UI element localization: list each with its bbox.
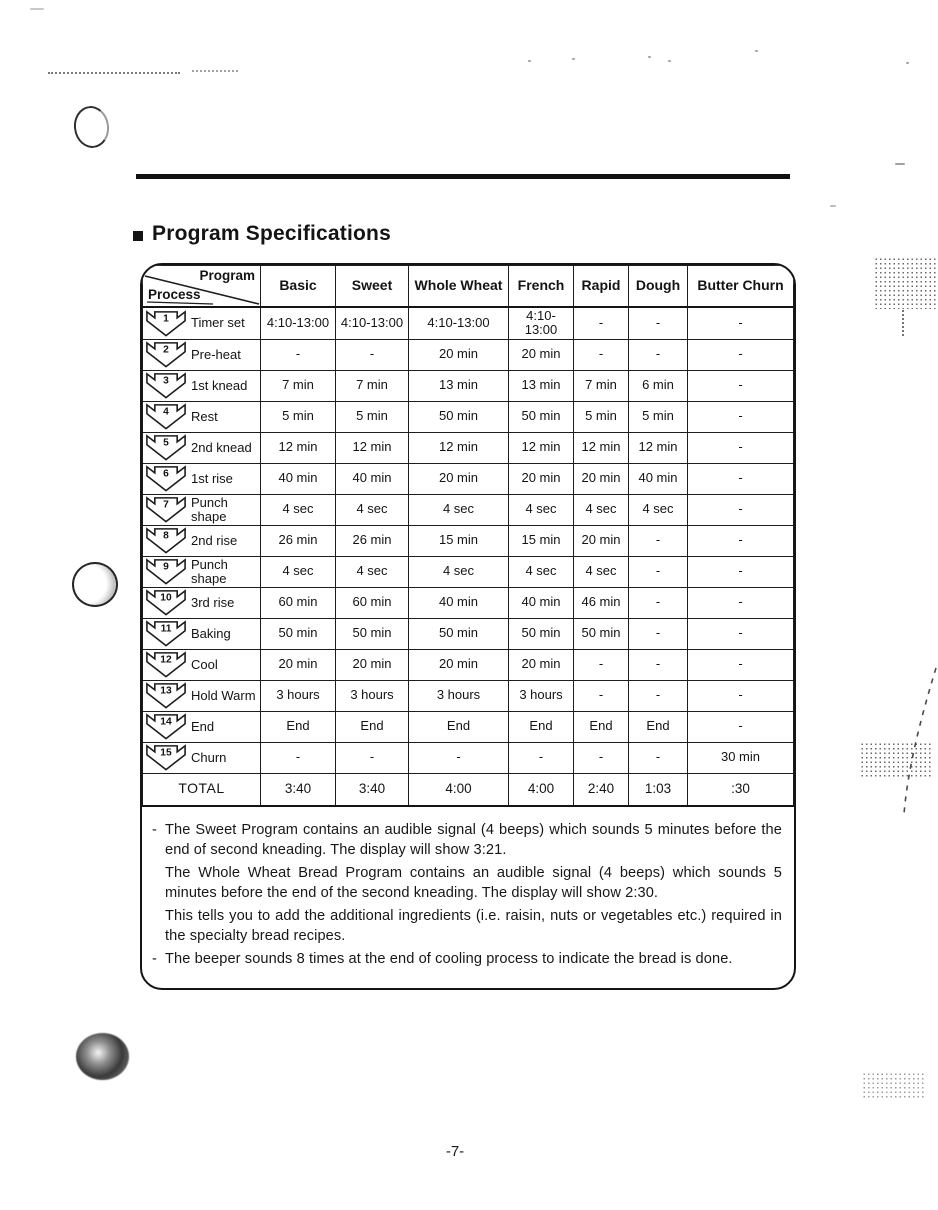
process-cell (143, 370, 261, 401)
value-cell: - (688, 587, 794, 618)
value-cell: 12 min (409, 432, 509, 463)
process-cell (143, 649, 261, 680)
corner-label-program: Program (199, 268, 255, 283)
value-cell: - (336, 742, 409, 773)
svg-text:3: 3 (163, 375, 169, 387)
table-row (143, 463, 794, 494)
hole-punch-top (71, 104, 112, 150)
step-arrow-icon (145, 651, 187, 678)
svg-text:4: 4 (163, 406, 169, 418)
step-arrow-icon (145, 465, 187, 492)
process-wrap (145, 465, 258, 492)
column-header: Whole Wheat (409, 266, 509, 308)
process-cell (143, 401, 261, 432)
value-cell: 12 min (574, 432, 629, 463)
process-label: Churn (191, 749, 227, 765)
process-label: 1st rise (191, 470, 233, 486)
value-cell: 20 min (574, 463, 629, 494)
column-header: Dough (629, 266, 688, 308)
note-paragraph (152, 820, 782, 860)
value-cell: 20 min (509, 649, 574, 680)
note-paragraph (152, 949, 782, 969)
process-wrap (145, 651, 258, 678)
value-cell: 7 min (336, 370, 409, 401)
value-cell: - (629, 556, 688, 587)
value-cell: - (629, 742, 688, 773)
step-arrow-icon (145, 589, 187, 616)
value-cell: - (688, 463, 794, 494)
value-cell: - (574, 339, 629, 370)
value-cell: 12 min (261, 432, 336, 463)
column-header: Butter Churn (688, 266, 794, 308)
value-cell: 40 min (409, 587, 509, 618)
value-cell: 60 min (261, 587, 336, 618)
process-label: 3rd rise (191, 594, 235, 610)
process-cell (143, 587, 261, 618)
note-text: The beeper sounds 8 times at the end of cooling process to indicate the bread is done. (165, 951, 733, 968)
value-cell: 4:10-13:00 (409, 307, 509, 339)
value-cell: End (629, 711, 688, 742)
value-cell: 3 hours (261, 680, 336, 711)
table-row (143, 711, 794, 742)
value-cell: 20 min (574, 525, 629, 556)
svg-text:6: 6 (163, 468, 169, 480)
value-cell: - (574, 649, 629, 680)
value-cell: End (409, 711, 509, 742)
process-cell (143, 494, 261, 525)
value-cell: - (688, 618, 794, 649)
value-cell: 4 sec (574, 494, 629, 525)
value-cell: 30 min (688, 742, 794, 773)
value-cell: 26 min (336, 525, 409, 556)
step-arrow-icon (145, 496, 187, 523)
program-specifications-box (140, 263, 796, 990)
value-cell: - (629, 307, 688, 339)
scan-speck (572, 58, 575, 60)
scan-speck (528, 60, 531, 62)
table-row (143, 649, 794, 680)
value-cell: - (409, 742, 509, 773)
page-top-rule (136, 174, 790, 179)
value-cell: End (509, 711, 574, 742)
process-wrap (145, 558, 258, 585)
scan-speck (668, 60, 671, 62)
step-arrow-icon (145, 372, 187, 399)
value-cell: 4 sec (629, 494, 688, 525)
value-cell: - (629, 618, 688, 649)
svg-text:14: 14 (160, 716, 172, 728)
value-cell: 20 min (409, 463, 509, 494)
column-header: French (509, 266, 574, 308)
total-value-cell: 3:40 (261, 773, 336, 806)
total-value-cell: 2:40 (574, 773, 629, 806)
svg-text:11: 11 (160, 623, 172, 635)
value-cell: 5 min (261, 401, 336, 432)
process-wrap (145, 527, 258, 554)
scan-speck (906, 62, 909, 64)
value-cell: 4 sec (574, 556, 629, 587)
value-cell: - (574, 307, 629, 339)
step-arrow-icon (145, 682, 187, 709)
process-label: Rest (191, 408, 218, 424)
note-dash (152, 906, 165, 946)
process-label: 2nd rise (191, 532, 238, 548)
scan-artifact-dotted-vertical (902, 310, 904, 336)
value-cell: - (688, 307, 794, 339)
process-wrap (145, 620, 258, 647)
value-cell: - (629, 587, 688, 618)
square-bullet-icon (133, 231, 143, 241)
spec-table-body (143, 307, 794, 806)
table-row (143, 680, 794, 711)
table-row (143, 370, 794, 401)
value-cell: - (688, 494, 794, 525)
step-arrow-icon (145, 620, 187, 647)
value-cell: 3 hours (409, 680, 509, 711)
value-cell: 12 min (509, 432, 574, 463)
value-cell: 4 sec (261, 556, 336, 587)
scan-artifact-stipple-bottom-right (862, 1072, 924, 1098)
svg-text:12: 12 (160, 654, 172, 666)
page-title-text: Program Specifications (152, 222, 391, 245)
value-cell: 4 sec (409, 556, 509, 587)
process-label: 2nd knead (191, 439, 252, 455)
process-label: Punch shape (191, 494, 228, 524)
process-label: End (191, 718, 215, 734)
value-cell: - (261, 742, 336, 773)
process-wrap (145, 713, 258, 740)
value-cell: 20 min (261, 649, 336, 680)
value-cell: 12 min (336, 432, 409, 463)
total-value-cell: 3:40 (336, 773, 409, 806)
scan-speck (30, 8, 44, 10)
value-cell: 40 min (336, 463, 409, 494)
total-label: TOTAL (143, 773, 261, 806)
value-cell: - (688, 525, 794, 556)
table-row (143, 742, 794, 773)
value-cell: 20 min (509, 463, 574, 494)
note-text: The Sweet Program contains an audible signal (4 beeps) which sounds 5 minutes before the end of second kneading. The display will show 3:21. (165, 821, 782, 858)
step-arrow-icon (145, 744, 187, 771)
value-cell: - (574, 742, 629, 773)
process-label: Pre-heat (191, 346, 241, 362)
value-cell: - (629, 680, 688, 711)
process-wrap (145, 496, 258, 523)
value-cell: - (688, 711, 794, 742)
value-cell: 20 min (336, 649, 409, 680)
value-cell: 20 min (409, 339, 509, 370)
value-cell: End (261, 711, 336, 742)
scan-artifact-dotted-line-2 (192, 70, 238, 72)
total-value-cell: 4:00 (509, 773, 574, 806)
process-cell (143, 556, 261, 587)
value-cell: 50 min (509, 618, 574, 649)
svg-text:15: 15 (160, 747, 172, 759)
process-wrap (145, 372, 258, 399)
value-cell: 26 min (261, 525, 336, 556)
svg-text:10: 10 (160, 592, 172, 604)
process-label: Baking (191, 625, 231, 641)
header-row (143, 266, 794, 308)
page-number: -7- (445, 1143, 465, 1160)
value-cell: 50 min (574, 618, 629, 649)
svg-text:9: 9 (163, 561, 169, 573)
step-arrow-icon (145, 310, 187, 337)
value-cell: - (688, 339, 794, 370)
process-cell (143, 711, 261, 742)
program-specifications-table (142, 265, 794, 807)
value-cell: - (629, 339, 688, 370)
table-row (143, 556, 794, 587)
value-cell: 13 min (509, 370, 574, 401)
hole-punch-middle (72, 562, 118, 607)
process-wrap (145, 403, 258, 430)
step-arrow-icon (145, 527, 187, 554)
value-cell: 20 min (409, 649, 509, 680)
process-cell (143, 463, 261, 494)
value-cell: 7 min (574, 370, 629, 401)
table-row (143, 339, 794, 370)
total-value-cell: :30 (688, 773, 794, 806)
value-cell: - (509, 742, 574, 773)
value-cell: - (688, 556, 794, 587)
table-row (143, 525, 794, 556)
value-cell: 40 min (629, 463, 688, 494)
process-cell (143, 525, 261, 556)
value-cell: 50 min (336, 618, 409, 649)
value-cell: 4:10-13:00 (336, 307, 409, 339)
total-value-cell: 1:03 (629, 773, 688, 806)
value-cell: 40 min (509, 587, 574, 618)
value-cell: 13 min (409, 370, 509, 401)
table-row (143, 618, 794, 649)
corner-header-cell (143, 266, 261, 308)
process-label: Cool (191, 656, 218, 672)
value-cell: - (688, 649, 794, 680)
process-label: Punch shape (191, 556, 228, 586)
scan-speck (648, 56, 651, 58)
table-row (143, 494, 794, 525)
column-header: Basic (261, 266, 336, 308)
process-cell (143, 307, 261, 339)
value-cell: 4 sec (336, 556, 409, 587)
value-cell: 46 min (574, 587, 629, 618)
value-cell: 15 min (409, 525, 509, 556)
process-wrap (145, 310, 258, 337)
scan-speck (895, 163, 905, 165)
value-cell: - (688, 401, 794, 432)
note-dash: - (152, 821, 157, 838)
value-cell: 4 sec (509, 494, 574, 525)
scan-speck (830, 205, 836, 207)
value-cell: 4:10-13:00 (509, 307, 574, 339)
scan-artifact-stipple-top-right (874, 257, 936, 309)
value-cell: - (336, 339, 409, 370)
value-cell: 50 min (409, 618, 509, 649)
process-label: Hold Warm (191, 687, 256, 703)
table-row (143, 587, 794, 618)
note-dash: - (152, 951, 157, 968)
process-cell (143, 618, 261, 649)
page-title (133, 222, 391, 246)
value-cell: 4 sec (509, 556, 574, 587)
process-wrap (145, 341, 258, 368)
scan-artifact-dotted-line (48, 72, 180, 74)
value-cell: 5 min (629, 401, 688, 432)
process-wrap (145, 682, 258, 709)
value-cell: - (688, 432, 794, 463)
value-cell: 20 min (509, 339, 574, 370)
step-arrow-icon (145, 558, 187, 585)
value-cell: 3 hours (336, 680, 409, 711)
column-header: Sweet (336, 266, 409, 308)
value-cell: 5 min (336, 401, 409, 432)
value-cell: - (629, 525, 688, 556)
note-paragraph (152, 863, 782, 903)
process-label: Timer set (191, 315, 245, 331)
value-cell: - (261, 339, 336, 370)
column-header: Rapid (574, 266, 629, 308)
svg-text:7: 7 (163, 499, 169, 511)
value-cell: 6 min (629, 370, 688, 401)
table-row (143, 432, 794, 463)
process-wrap (145, 744, 258, 771)
svg-text:5: 5 (163, 437, 169, 449)
value-cell: 7 min (261, 370, 336, 401)
svg-text:13: 13 (160, 685, 172, 697)
svg-text:2: 2 (163, 344, 169, 356)
value-cell: - (688, 370, 794, 401)
value-cell: - (688, 680, 794, 711)
step-arrow-icon (145, 434, 187, 461)
process-wrap (145, 589, 258, 616)
value-cell: 50 min (261, 618, 336, 649)
step-arrow-icon (145, 713, 187, 740)
value-cell: - (574, 680, 629, 711)
svg-text:1: 1 (163, 313, 169, 325)
value-cell: 50 min (409, 401, 509, 432)
value-cell: 50 min (509, 401, 574, 432)
process-cell (143, 742, 261, 773)
table-row (143, 401, 794, 432)
step-arrow-icon (145, 403, 187, 430)
value-cell: - (629, 649, 688, 680)
value-cell: 3 hours (509, 680, 574, 711)
value-cell: 60 min (336, 587, 409, 618)
step-arrow-icon (145, 341, 187, 368)
total-value-cell: 4:00 (409, 773, 509, 806)
notes-section (142, 807, 794, 989)
note-text: This tells you to add the additional ingredients (i.e. raisin, nuts or vegetables etc.) required in the specialty bread recipes. (165, 908, 782, 945)
corner-label-process: Process (148, 287, 201, 303)
value-cell: 5 min (574, 401, 629, 432)
process-cell (143, 432, 261, 463)
value-cell: End (336, 711, 409, 742)
scan-artifact-dashed-curve (852, 662, 938, 822)
value-cell: End (574, 711, 629, 742)
value-cell: 40 min (261, 463, 336, 494)
value-cell: 4 sec (261, 494, 336, 525)
note-dash (152, 863, 165, 903)
value-cell: 15 min (509, 525, 574, 556)
process-cell (143, 339, 261, 370)
value-cell: 4:10-13:00 (261, 307, 336, 339)
note-text: The Whole Wheat Bread Program contains an audible signal (4 beeps) which sounds 5 minutes before the end of the second kneading. The display will show 2:30. (165, 864, 782, 901)
total-row (143, 773, 794, 806)
scan-speck (755, 50, 758, 52)
table-row (143, 307, 794, 339)
value-cell: 12 min (629, 432, 688, 463)
value-cell: 4 sec (409, 494, 509, 525)
process-label: 1st knead (191, 377, 248, 393)
process-wrap (145, 434, 258, 461)
hole-punch-bottom (76, 1033, 129, 1080)
svg-text:8: 8 (163, 530, 169, 542)
value-cell: 4 sec (336, 494, 409, 525)
process-cell (143, 680, 261, 711)
note-paragraph (152, 906, 782, 946)
